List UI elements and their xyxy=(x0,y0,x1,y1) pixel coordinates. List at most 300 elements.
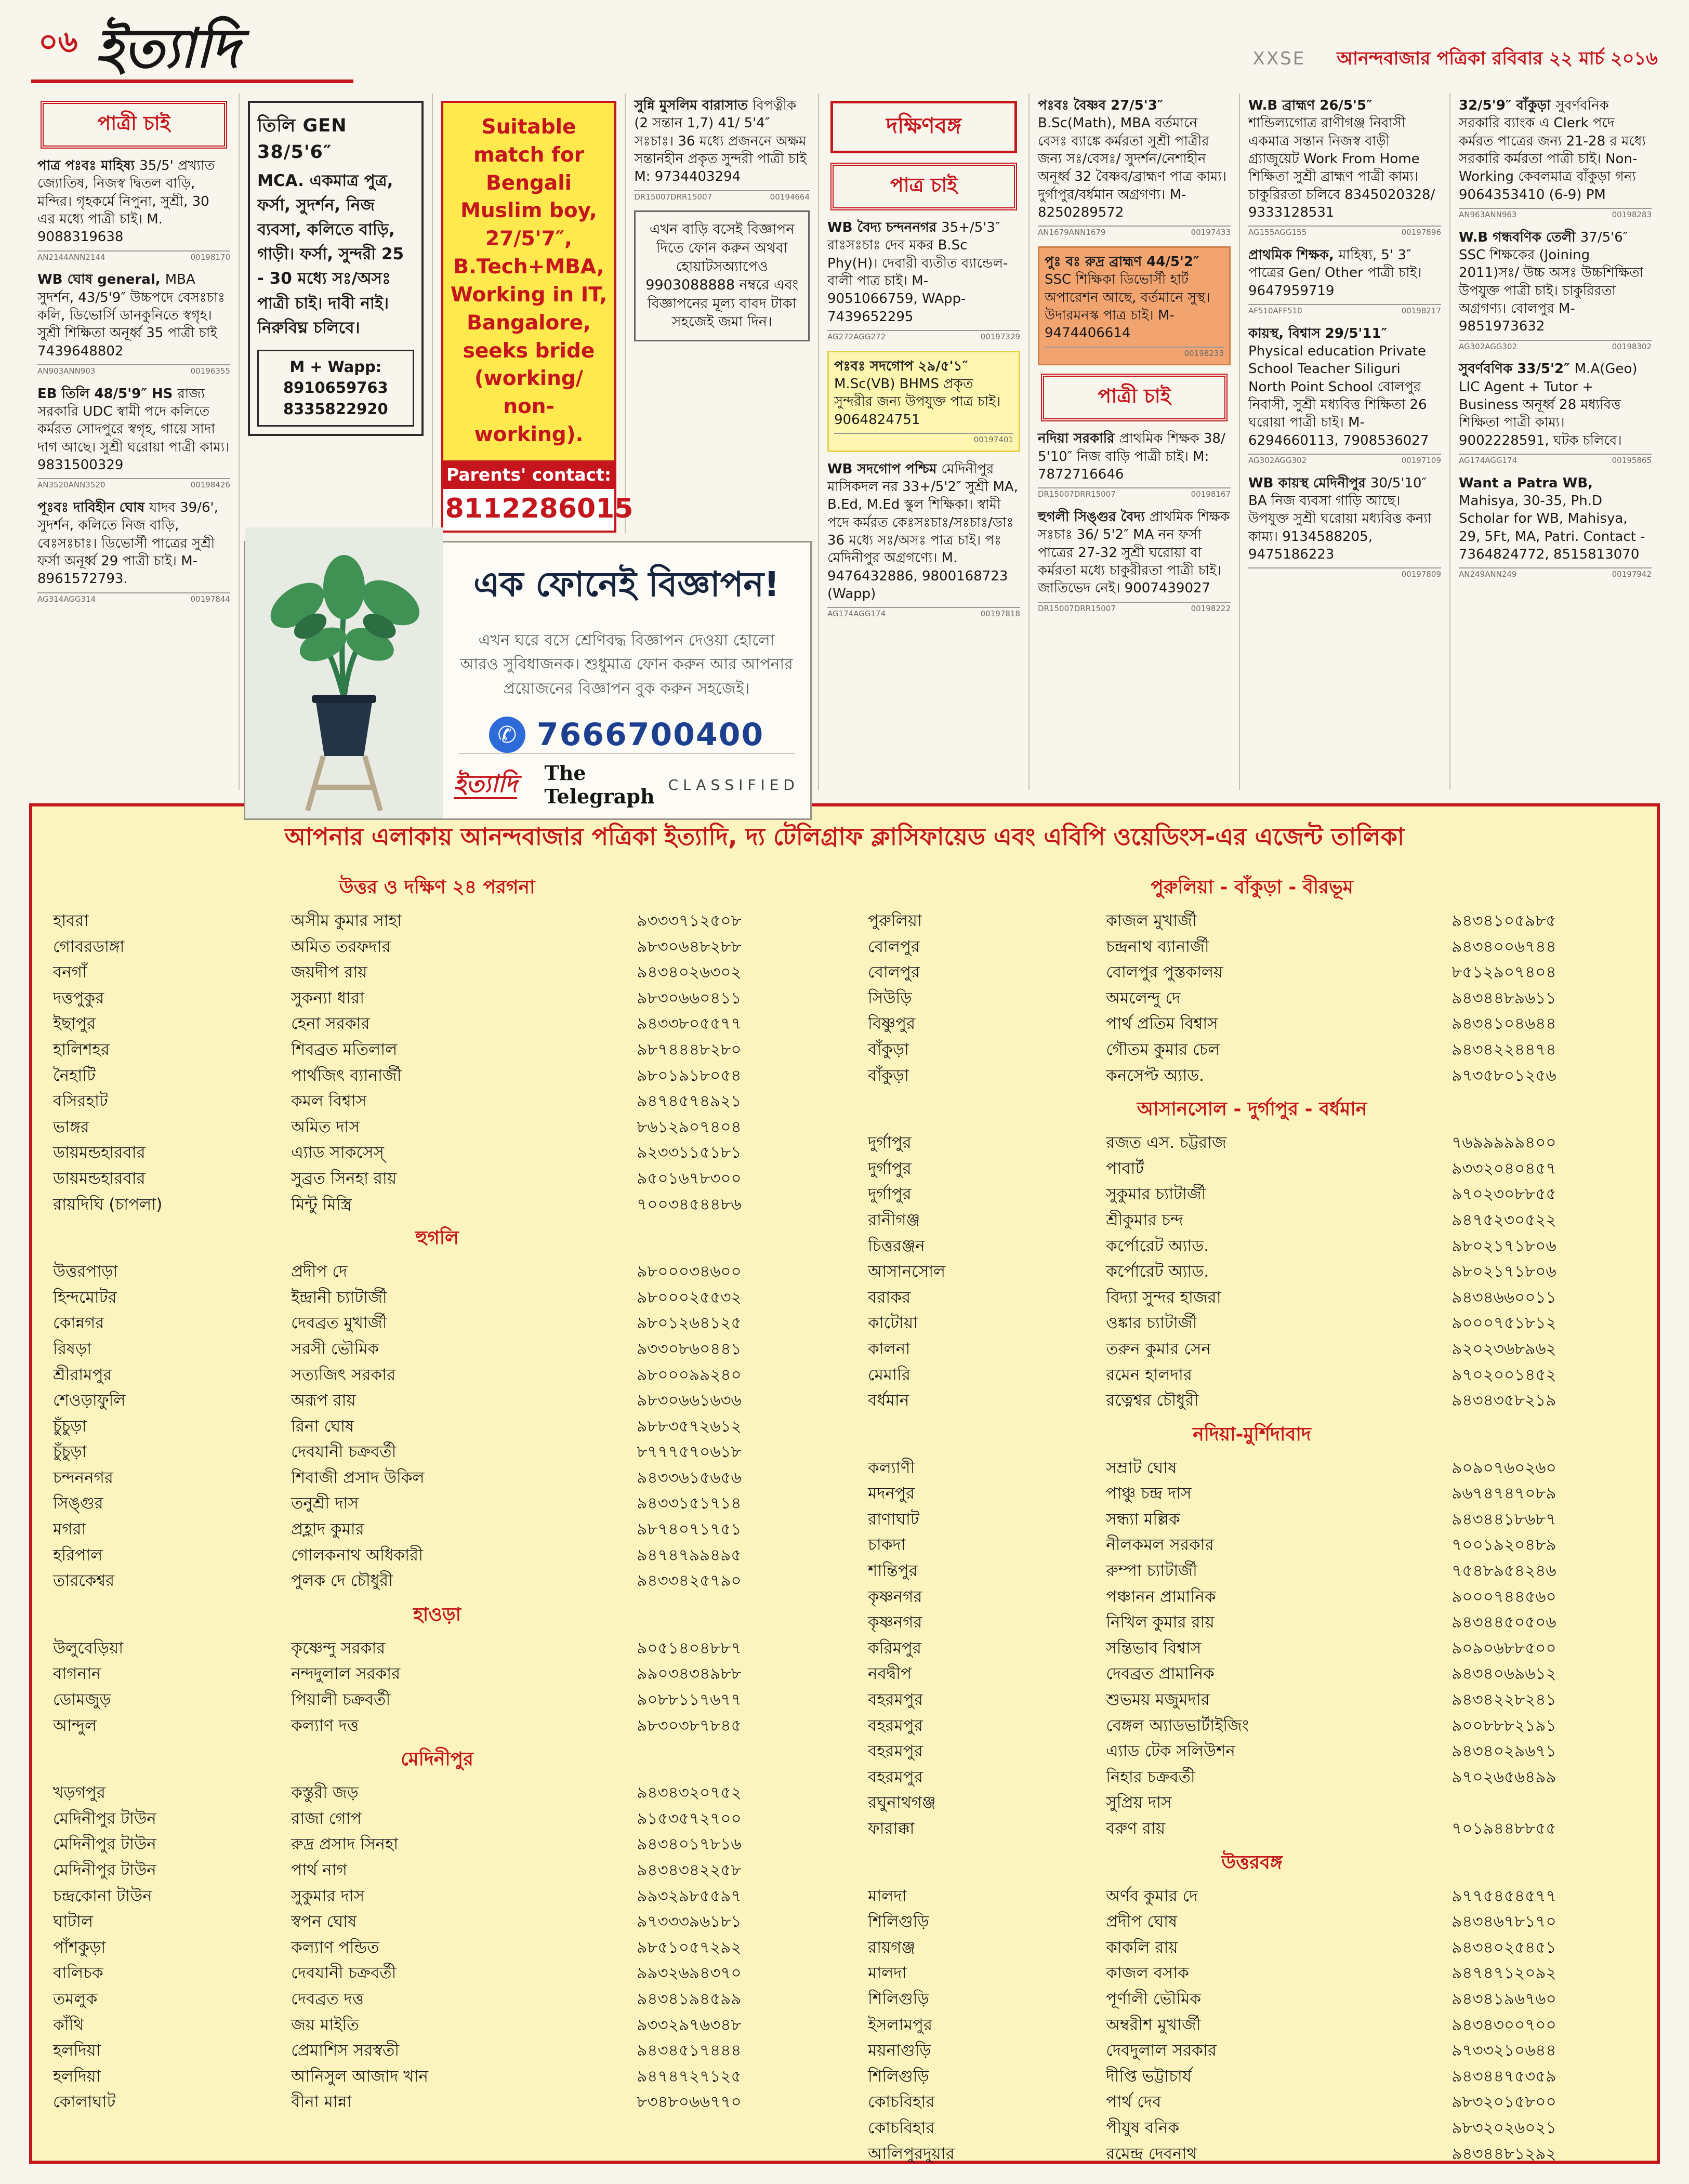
agent-row xyxy=(53,2013,821,2039)
classified-ad xyxy=(634,97,810,202)
agent-town: কৃষ্ণনগর xyxy=(868,1587,922,1606)
agent-row xyxy=(868,934,1636,960)
ad-reference-code xyxy=(1459,208,1652,220)
agent-row xyxy=(868,1584,1636,1610)
agent-row xyxy=(868,1037,1636,1063)
agent-phone: ৯৪৩৪১৯৪৫৯৯ xyxy=(637,1989,742,2008)
agent-name: নিখিল কুমার রায় xyxy=(1106,1613,1215,1632)
agent-phone: ৯৪৩৪৩৪২২৫৮ xyxy=(637,1861,742,1879)
agent-name: বরুণ রায় xyxy=(1106,1819,1166,1838)
classified-column-3 xyxy=(433,94,634,533)
agent-name: রমেন্দ্র দেবনাথ xyxy=(1106,2144,1197,2163)
agent-name: গৌতম কুমার চেল xyxy=(1106,1040,1220,1059)
agent-row xyxy=(53,1806,821,1832)
agent-phone: ৯৭৩৩২১০৬৪৪ xyxy=(1452,2041,1556,2060)
category-header: পাত্রী চাই xyxy=(41,101,227,149)
agent-phone: ৯৪৩৪৪৮৯৬১১ xyxy=(1452,988,1556,1008)
agent-phone: ৯৭৩৫৮০১২৫৬ xyxy=(1452,1066,1556,1085)
ad-lead: পাত্র পঃবঃ মাহিষ্য xyxy=(37,158,140,174)
agent-name: দেবযানী চক্রবর্তী xyxy=(291,1964,397,1983)
agent-name: সুকুমার চ্যাটার্জী xyxy=(1106,1185,1206,1204)
ad-lead: WB বৈদ্য চন্দননগর xyxy=(827,220,942,235)
classified-ad xyxy=(1248,325,1441,466)
agent-name: শিবব্রত মতিলাল xyxy=(291,1040,398,1059)
ad-lead: পঃবঃ সদগোপ ২৯/৫'১″ xyxy=(834,358,969,374)
agent-row xyxy=(53,2064,821,2090)
ad-body: SSC শিক্ষিকা ডিভোর্সী হার্ট অপারেশন আছে, বর্তমানে সুস্থ। উদারমনস্ক পাত্র চাই। M-9474406614 xyxy=(1045,272,1210,341)
agent-town: চন্দননগর xyxy=(53,1468,113,1487)
ad-code-left: AF510AFF510 xyxy=(1248,306,1302,315)
agent-phone: ৯৮০১৯১৮০৫৪ xyxy=(637,1066,742,1085)
agent-row xyxy=(53,986,821,1012)
agent-row xyxy=(868,1687,1636,1713)
ad-body: M.A(Geo) LIC Agent + Tutor + Business অনূর্ধ্ব 28 মধ্যবিত্ত শিক্ষিতা পাত্রী কাম্য। 9002228591, ঘটক চলিবে। xyxy=(1459,361,1638,448)
agent-name: নিহার চক্রবর্তী xyxy=(1106,1767,1195,1786)
agent-row xyxy=(868,1130,1636,1156)
agent-name: কাকলি রায় xyxy=(1106,1938,1178,1957)
classified-group-top xyxy=(240,94,818,533)
ad-reference-code xyxy=(37,478,230,491)
ad-lead: WB কায়স্থ মেদিনীপুর xyxy=(1248,475,1370,491)
agent-phone: ৯৪৩৪০২৫৪৫১ xyxy=(1452,1938,1556,1957)
agent-phone: ৯৮৭৪৪৪৮২৮০ xyxy=(637,1040,742,1059)
agent-row xyxy=(868,1156,1636,1182)
agent-row xyxy=(868,1909,1636,1935)
agent-town: হিন্দমোটর xyxy=(53,1288,117,1307)
agent-town: শিলিগুড়ি xyxy=(868,2067,929,2086)
agent-phone: ৯৯৩২৬৯৪৩৭০ xyxy=(637,1964,742,1983)
agent-name: দেবব্রত মুখার্জী xyxy=(291,1314,387,1333)
agent-row xyxy=(53,1568,821,1594)
category-header: পাত্রী চাই xyxy=(1041,374,1228,421)
agent-name: কর্পোরেট অ্যাড. xyxy=(1106,1236,1209,1255)
agent-phone: ৮৬১২৯০৭৪০৪ xyxy=(637,1117,742,1136)
agent-name: অর্ণব কুমার দে xyxy=(1106,1886,1198,1905)
agent-name: প্রেমাশিস সরস্বতী xyxy=(291,2041,400,2060)
agent-phone: ৯৩৩২০৪০৪৫৭ xyxy=(1452,1159,1556,1178)
ad-body: রাজ্য সরকারি UDC স্বামী পদে কলিতে কর্মরত সোদপুরে স্বগৃহ, গায়ে সাদা দাগ আছে। সুশ্রী ঘরোয়া পাত্রী কাম্য। 9831500329 xyxy=(37,386,230,473)
agent-phone: ৯৪৩৩৮০৫৫৭৭ xyxy=(637,1014,742,1034)
agent-row xyxy=(53,1780,821,1806)
agent-name: সুকন্যা ধারা xyxy=(291,988,365,1008)
agent-phone: ৯৭৭৫৪৫৪৫৭৭ xyxy=(1452,1886,1556,1905)
ad-body: মেদিনীপুর মাসিকদল নর 33+/5'2″ সুশ্রী MA, B.Ed, M.Ed স্কুল শিক্ষিকা। স্বামী পদে কর্মরত কেঃসঃচাঃ/সঃচাঃ/ডাঃ 36 মধ্যে সঃ/অসঃ পাত্র চাই। পঃ মেদিনীপুর অগ্রগণ্যে। M. 9476432886, 9800168723 (Wapp) xyxy=(827,461,1018,602)
agent-phone: ৯৪৩৩১৫১৭১৪ xyxy=(637,1494,742,1513)
agent-row xyxy=(868,1636,1636,1662)
agent-row xyxy=(868,1259,1636,1285)
ad-reference-code xyxy=(827,607,1020,619)
ad-code-left: AN249ANN249 xyxy=(1459,570,1517,579)
ad-body: যাদব 39/6', সুদর্শন, কলিতে নিজ বাড়ি, বেঃসঃচাঃ। ডিভোর্সী পাত্রের সুশ্রী ফর্সা অনূর্ধ্ব 29 পাত্রী চাই। M-8961572793. xyxy=(37,500,218,587)
agent-name: নন্দদুলাল সরকার xyxy=(291,1664,401,1684)
ad-code-right: 00198170 xyxy=(190,252,230,262)
agent-town: মালদা xyxy=(868,1886,907,1905)
agent-district-heading: আসানসোল - দুর্গাপুর - বর্ধমান xyxy=(1137,1098,1367,1120)
classified-ad xyxy=(37,385,230,491)
agent-row xyxy=(868,1208,1636,1234)
agent-name: সুব্রত সিনহা রায় xyxy=(291,1169,397,1188)
plant-illustration xyxy=(245,542,443,819)
agent-town: হলদিয়া xyxy=(53,2041,101,2060)
ad-code-left: AG155AGG155 xyxy=(1248,228,1307,237)
agent-town: শ্রীরামপুর xyxy=(53,1365,112,1384)
agent-town: শিলিগুড়ি xyxy=(868,1989,929,2008)
agent-phone: ৯৪৩৪০৬৯৬১২ xyxy=(1452,1664,1556,1684)
ityadi-logo: ইত্যাদি xyxy=(454,771,517,799)
agent-town: ইসলামপুর xyxy=(868,2015,932,2034)
agent-row xyxy=(868,1285,1636,1311)
agent-row xyxy=(868,2089,1636,2115)
ad-lead: EB তিলি 48/5'9″ HS xyxy=(37,386,178,402)
ad-lead: WB সদগোপ পশ্চিম xyxy=(827,461,942,477)
agent-town: বাঁকুড়া xyxy=(868,1040,909,1059)
agent-name: এ্যাড সাকসেস্ xyxy=(291,1143,384,1162)
agent-town: বরাকর xyxy=(868,1288,911,1307)
agent-town: বনগাঁ xyxy=(53,963,87,982)
agent-name: রিনা ঘোষ xyxy=(291,1417,354,1436)
agent-town: তমলুক xyxy=(53,1989,98,2008)
agent-name: জয়দীপ রায় xyxy=(291,963,367,982)
ad-title: তিলি GEN 38/5'6″ xyxy=(257,115,347,163)
agent-name: কল্যাণ দত্ত xyxy=(291,1716,359,1735)
agent-town: কোচবিহার xyxy=(868,2118,935,2137)
agent-phone: ৯৯০৩৪৩৪৯৮৮ xyxy=(637,1664,742,1684)
agent-name: সুকুমার দাস xyxy=(291,1886,365,1905)
agent-name: সন্ধ্যা মল্লিক xyxy=(1106,1510,1180,1529)
agent-town: হাবরা xyxy=(53,911,89,930)
ad-code-right: 00195865 xyxy=(1612,455,1652,465)
promo-brands xyxy=(454,753,799,809)
agent-town: বাগনান xyxy=(53,1664,101,1684)
agent-phone: ৯৪৩৪৫১৭৪৪৪ xyxy=(637,2041,742,2060)
agent-name: পার্থ প্রতিম বিশ্বাস xyxy=(1106,1014,1218,1034)
agent-town: সিউড়ি xyxy=(868,988,912,1008)
agent-town: পাঁশকুড়া xyxy=(53,1938,106,1957)
ad-lead: পঃবঃ বৈষ্ণব 27/5'3″ xyxy=(1038,98,1164,113)
ad-body: MCA. একমাত্র পুত্র, ফর্সা, সুদর্শন, নিজ ব্যবসা, কলিতে বাড়ি, গাড়ী। ফর্সা, সুন্দরী 25 - 30 মধ্যে সঃ/অসঃ পাত্রী চাই। দাবী নাই। নিরুবিঘ্ন চলিবে। xyxy=(257,171,404,337)
agent-town: করিমপুর xyxy=(868,1638,921,1658)
agent-name: আনিসুল আজাদ খান xyxy=(291,2067,429,2086)
agent-town: ডায়মন্ডহারবার xyxy=(53,1169,146,1188)
agent-phone: ৯৪৩৪২২৪৪৭৪ xyxy=(1452,1040,1556,1059)
agent-list-columns xyxy=(53,867,1636,2167)
agent-name: স্বপন ঘোষ xyxy=(291,1912,357,1931)
promo-body: এখন ঘরে বসে শ্রেণিবদ্ধ বিজ্ঞাপন দেওয়া হোলো আরও সুবিধাজনক। শুধুমাত্র ফোন করুন আর আপনার প্রয়োজনের বিজ্ঞাপন বুক করুন সহজেই। xyxy=(460,631,793,698)
agent-town: রঘুনাথগঞ্জ xyxy=(868,1793,936,1812)
agent-phone: ৯৪৩৪০১৭৮১৬ xyxy=(637,1835,742,1854)
ad-code-left: AG174AGG174 xyxy=(827,609,886,619)
ad-body: B.Sc(Math), MBA বর্তমানে বেসঃ ব্যাঙ্কে কর্মরতা সুশ্রী পাত্রীর জন্য সঃ/বেসঃ/ সুদর্শন/নেশাহীন অনূর্ধ্ব 32 বৈষ্ণব/ব্রাহ্মণ পাত্র কাম্য। দুর্গাপুর/বর্ধমান অগ্রগণ্য। M-8250289572 xyxy=(1038,115,1227,220)
agent-row xyxy=(53,1636,821,1662)
classified-ad xyxy=(1459,474,1652,580)
agent-row xyxy=(53,1089,821,1115)
agent-row xyxy=(868,1558,1636,1584)
agent-row xyxy=(868,1336,1636,1362)
agent-row xyxy=(53,1909,821,1935)
agent-phone: ৯১৫৩৫৭২৭০০ xyxy=(637,1809,742,1828)
ad-code-left: AN2144ANN2144 xyxy=(37,252,105,262)
agent-name: পার্থ দেব xyxy=(1106,2093,1162,2112)
agent-name: দেবযানী চক্রবর্তী xyxy=(291,1442,397,1462)
agent-name: দীপ্তি ভট্টাচার্য xyxy=(1106,2067,1192,2086)
agent-name: রত্নেশ্বর চৌধুরী xyxy=(1106,1391,1199,1410)
agent-row xyxy=(53,1713,821,1739)
agent-name: পার্থ নাগ xyxy=(291,1861,347,1879)
agent-town: ভাঙ্গর xyxy=(53,1117,89,1136)
agent-phone: ৮৫১২৯০৭৪০৪ xyxy=(1452,963,1556,982)
classified-ad xyxy=(37,499,230,604)
agent-row xyxy=(53,1140,821,1166)
agent-phone: ৯৪৩৪৪৫০৫০৬ xyxy=(1452,1613,1556,1632)
agent-name: দেবব্রত দত্ত xyxy=(291,1989,364,2008)
agent-town: আসানসোল xyxy=(868,1262,946,1281)
ad-body: মাহিষ্য, 5' 3″ পাত্রের Gen/ Other পাত্রী চাই। 9647959719 xyxy=(1248,247,1422,299)
agent-phone: ৯৪৭৪৫৭৪৯২১ xyxy=(637,1092,742,1111)
agent-name: তনুশ্রী দাস xyxy=(291,1494,359,1513)
agent-row xyxy=(868,2038,1636,2064)
agent-row xyxy=(868,1713,1636,1739)
agent-row xyxy=(868,986,1636,1012)
ad-reference-code xyxy=(37,592,230,605)
agent-town: ডায়মন্ডহারবার xyxy=(53,1143,146,1162)
ad-lead: W.B গন্ধবণিক তেলী xyxy=(1459,229,1580,245)
agent-town: কোন্নগর xyxy=(53,1314,104,1333)
agent-row xyxy=(868,1063,1636,1089)
agent-row xyxy=(868,1884,1636,1910)
agent-row xyxy=(868,1234,1636,1260)
agent-name: দেবদুলাল সরকার xyxy=(1106,2041,1217,2060)
agent-row xyxy=(868,1388,1636,1414)
agent-name: কর্পোরেট অ্যাড. xyxy=(1106,1262,1209,1281)
agent-name: রুম্পা চ্যাটার্জী xyxy=(1106,1561,1197,1581)
category-header: পাত্র চাই xyxy=(830,163,1017,210)
ad-reference-code xyxy=(1459,340,1652,352)
ad-code-left: AG272AGG272 xyxy=(827,332,886,341)
agent-row xyxy=(53,1687,821,1713)
agent-phone: ৯৪৩৪৩০০৭০০ xyxy=(1452,2015,1556,2034)
agent-name: সন্তিভাব বিশ্বাস xyxy=(1106,1638,1202,1658)
agent-town: রিষড়া xyxy=(53,1339,92,1358)
ad-body: Physical education Private School Teacher Siliguri North Point School বোলপুর নিবাসী, সুশ্রী মধ্যবিত্ত শিক্ষিতা 26 ঘরোয়া পাত্রী চাই। M-6294660113, 7908536027 xyxy=(1248,343,1429,448)
page-number: ০৬ xyxy=(38,24,78,59)
ad-lead: Want a Patra WB, xyxy=(1459,475,1593,491)
agent-town: হালিশহর xyxy=(53,1040,110,1059)
ad-reference-code xyxy=(1248,304,1441,316)
agent-town: মালদা xyxy=(868,1964,907,1983)
agent-phone: ৯৮৩২০১৫৮০০ xyxy=(1452,2093,1556,2112)
agent-district-heading: হাওড়া xyxy=(413,1604,461,1625)
agent-phone: ৯৩৩০৮৬০৪৪১ xyxy=(637,1339,742,1358)
agent-phone: ৯৪৩৪১০৫৯৮৫ xyxy=(1452,911,1556,930)
agent-name: বিদ্যা সুন্দর হাজরা xyxy=(1106,1288,1221,1307)
agent-district-heading: মেদিনীপুর xyxy=(401,1749,473,1770)
agent-phone: ৯৮৫১০৫৭২৯২ xyxy=(637,1938,742,1957)
agent-town: উলুবেড়িয়া xyxy=(53,1638,124,1658)
agent-town: মেদিনীপুর টাউন xyxy=(53,1861,156,1879)
ad-code-right: 00197809 xyxy=(1401,570,1441,579)
agent-name: অসীম কুমার সাহা xyxy=(291,911,402,930)
agent-row xyxy=(868,1362,1636,1388)
classified-column-6 xyxy=(1030,94,1240,790)
ad-code-left: AG174AGG174 xyxy=(1459,455,1518,465)
agent-town: ময়নাগুড়ি xyxy=(868,2041,931,2060)
agent-phone: ৭০১৯৪৪৮৮৫৫ xyxy=(1452,1819,1556,1838)
agent-phone: ৯৭৩৩৩৯৬১৮১ xyxy=(637,1912,742,1931)
classified-column-8 xyxy=(1450,94,1660,790)
page-header xyxy=(29,16,1660,83)
ad-lead: WB ঘোষ general, xyxy=(37,272,165,288)
agent-row xyxy=(53,934,821,960)
agent-column-left xyxy=(53,867,821,2167)
agent-row xyxy=(53,1336,821,1362)
section-masthead: ইত্যাদি xyxy=(95,17,240,81)
agent-row xyxy=(868,1610,1636,1636)
agent-name: শিবাজী প্রসাদ উকিল xyxy=(291,1468,425,1487)
agent-town: দত্তপুকুর xyxy=(53,988,104,1008)
classified-ad xyxy=(37,157,230,262)
agent-phone: ৯৮০০০২৫৫৩২ xyxy=(637,1288,742,1307)
ad-reference-code xyxy=(1248,454,1441,466)
agent-phone: ৯৪৩৪৩২০৭৫২ xyxy=(637,1783,742,1803)
ad-reference-code xyxy=(37,364,230,377)
agent-name: অমিত দাস xyxy=(291,1117,360,1136)
agent-town: কল্যাণী xyxy=(868,1458,915,1477)
agent-list-title: আপনার এলাকায় আনন্দবাজার পত্রিকা ইত্যাদি, দ্য টেলিগ্রাফ ক্লাসিফায়েড এবং এবিপি ওয়েডিংস-এর এজেন্ট তালিকা xyxy=(284,823,1405,851)
ad-code-left: AG314AGG314 xyxy=(37,594,96,604)
agent-phone: ৯৮৩০৩৮৭৮৪৫ xyxy=(637,1716,742,1735)
agent-town: বহরমপুর xyxy=(868,1742,923,1761)
masthead-block xyxy=(31,19,353,83)
agent-name: সুপ্রিয় দাস xyxy=(1106,1793,1172,1812)
agent-town: রাণাঘাট xyxy=(868,1510,919,1529)
agent-name: অম্বরীশ মুখার্জী xyxy=(1106,2015,1201,2034)
agent-phone: ৯৮৩০৬৪৮২৮৮ xyxy=(637,937,742,956)
tili-gen-boxed-ad xyxy=(248,101,424,436)
agent-row xyxy=(53,2089,821,2115)
agent-town: শান্তিপুর xyxy=(868,1561,918,1581)
agent-row xyxy=(868,2013,1636,2039)
classified-column-2 xyxy=(240,94,433,533)
agent-name: অরূপ রায় xyxy=(291,1391,356,1410)
agent-town: বহরমপুর xyxy=(868,1690,923,1710)
ad-reference-code xyxy=(1038,602,1231,614)
classifieds-section xyxy=(29,94,1660,809)
classified-ad xyxy=(827,351,1020,452)
agent-name: এ্যাড টেক সলিউশন xyxy=(1106,1742,1235,1761)
classified-column-1 xyxy=(29,94,240,790)
ad-lead: W.B ব্রাহ্মণ 26/5'5″ xyxy=(1248,98,1373,113)
agent-name: মিন্টু মিস্ত্রি xyxy=(291,1195,352,1214)
agent-row xyxy=(868,1481,1636,1507)
ad-lead: পুঃ বঃ রুদ্র ব্রাহ্মণ 44/5'2″ xyxy=(1045,254,1199,270)
agent-row xyxy=(53,1884,821,1910)
classified-ad xyxy=(634,210,810,341)
ad-code-left: AN903ANN903 xyxy=(37,366,96,376)
ad-body: M.Sc(VB) BHMS প্রকৃত সুন্দরীর জন্য উপযুক্ত পাত্র চাই। 9064824751 xyxy=(834,376,1001,428)
classified-ad xyxy=(1248,474,1441,580)
agent-row xyxy=(53,1011,821,1037)
ad-code-left: AN1679ANN1679 xyxy=(1038,228,1106,237)
agent-phone: ৭৫৪৮৯৫৪২৪৬ xyxy=(1452,1561,1556,1581)
agent-town: চুঁচুড়া xyxy=(53,1417,87,1436)
agent-row xyxy=(53,1362,821,1388)
agent-town: চুঁচুড়া xyxy=(53,1442,87,1462)
ad-reference-code xyxy=(37,250,230,263)
agent-town: বহরমপুর xyxy=(868,1716,923,1735)
agent-phone: ৯০৮৮১১৭৬৭৭ xyxy=(637,1690,742,1710)
agent-row xyxy=(53,960,821,986)
agent-row xyxy=(53,1935,821,1961)
agent-phone: ৯৪৭৪৭২৭১২৫ xyxy=(637,2067,742,2086)
agent-name: কমল বিশ্বাস xyxy=(291,1092,367,1111)
region-header: দক্ষিণবঙ্গ xyxy=(830,101,1017,153)
agent-town: শিলিগুড়ি xyxy=(868,1912,929,1931)
ad-body: এখন বাড়ি বসেই বিজ্ঞাপন দিতে ফোন করুন অথবা হোয়াটসঅ্যাপেও 9903088888 নম্বরে এবং বিজ্ঞাপনের মূল্য বাবদ টাকা সহজেই জমা দিন। xyxy=(645,221,799,330)
classified-ad xyxy=(827,219,1020,342)
agent-town: বোলপুর xyxy=(868,963,920,982)
classified-ad xyxy=(1038,508,1231,614)
agent-phone: ৯৪৩৩৪২৫৭৯০ xyxy=(637,1571,742,1591)
agent-row xyxy=(868,1765,1636,1791)
agent-phone: ৯৩৩৩৭১২৫০৮ xyxy=(637,911,742,930)
agent-name: পীযুষ বনিক xyxy=(1106,2118,1180,2137)
agent-town: চিত্তরঞ্জন xyxy=(868,1236,925,1255)
agent-name: সম্রাট ঘোষ xyxy=(1106,1458,1177,1477)
agent-name: পিয়ালী চক্রবর্তী xyxy=(291,1690,391,1710)
ad-body: MBA সুদর্শন, 43/5'9″ উচ্চপদে বেসঃচাঃ কলি, ডিভোর্সি ডানকুনিতে স্বগৃহ। সুশ্রী শিক্ষিতা অনূর্ধ্ব 35 পাত্রী চাই 7439648802 xyxy=(37,272,225,359)
classified-column-5 xyxy=(819,94,1030,790)
agent-town: বহরমপুর xyxy=(868,1767,923,1786)
classified-ad xyxy=(1459,229,1652,352)
ad-code-right: 00196355 xyxy=(190,366,230,376)
agent-row xyxy=(53,1543,821,1569)
agent-phone: ৯২০২৩৬৮৯৬২ xyxy=(1452,1339,1556,1358)
agent-row xyxy=(53,1465,821,1491)
ad-body: Mahisya, 30-35, Ph.D Scholar for WB, Mahisya, 29, 5Ft, MA, Patri. Contact - 7364824772, 8515813070 xyxy=(1459,493,1645,562)
agent-town: নবদ্বীপ xyxy=(868,1664,912,1684)
agent-phone: ৯০৫১৪০৪৮৮৭ xyxy=(637,1638,742,1658)
ad-body: সুবর্ণবনিক সরকারি ব্যাংক এ Clerk পদে কর্মরত পাত্রের জন্য 21-28 র মধ্যে সরকারি কর্মরতা পাত্রী চাই। Non-Working কেবলমাত্র বাঁকুড়া গন্য 9064353410 (6-9) PM xyxy=(1459,98,1646,203)
agent-town: আন্দুল xyxy=(53,1716,97,1735)
agent-row xyxy=(53,908,821,934)
agent-name: প্রহ্লাদ কুমার xyxy=(291,1520,364,1539)
agent-town: কাঁথি xyxy=(53,2015,84,2034)
agent-phone: ৭০০৩৪৫৪৪৮৬ xyxy=(637,1195,742,1214)
agent-row xyxy=(53,1388,821,1414)
agent-row xyxy=(868,1739,1636,1765)
agent-row xyxy=(868,1661,1636,1687)
ad-code-left: AG302AGG302 xyxy=(1459,341,1518,351)
agent-town: দুর্গাপুর xyxy=(868,1185,912,1204)
agent-name: সত্যজিৎ সরকার xyxy=(291,1365,396,1384)
agent-row xyxy=(53,1285,821,1311)
ad-code-right: 00197109 xyxy=(1401,455,1441,465)
agent-town: খড়গপুর xyxy=(53,1783,105,1803)
agent-district-heading: পুরুলিয়া - বাঁকুড়া - বীরভূম xyxy=(1151,877,1353,898)
ad-body: প্রাথমিক শিক্ষক সঃচাঃ 36/ 5'2″ MA নন ফর্সা পাত্রের 27-32 সুশ্রী ঘরোয়া বা কর্মরতা মধ্যে চাকুরীরতা পাত্রী চাই। জাতিভেদ নেই। 9007439027 xyxy=(1038,509,1230,597)
classified-column-group xyxy=(240,94,819,809)
classified-ad xyxy=(37,271,230,376)
agent-town: ঘাটাল xyxy=(53,1912,94,1931)
agent-name: জয় মাইতি xyxy=(291,2015,359,2034)
agent-row xyxy=(868,1182,1636,1208)
agent-town: হলদিয়া xyxy=(53,2067,101,2086)
classified-ad xyxy=(827,460,1020,619)
agent-phone: ৯৪৩৪১৯৬৭৬০ xyxy=(1452,1989,1556,2008)
telegraph-logo: The Telegraph xyxy=(544,761,655,809)
agent-row xyxy=(53,1166,821,1192)
agent-town: কালনা xyxy=(868,1339,911,1358)
